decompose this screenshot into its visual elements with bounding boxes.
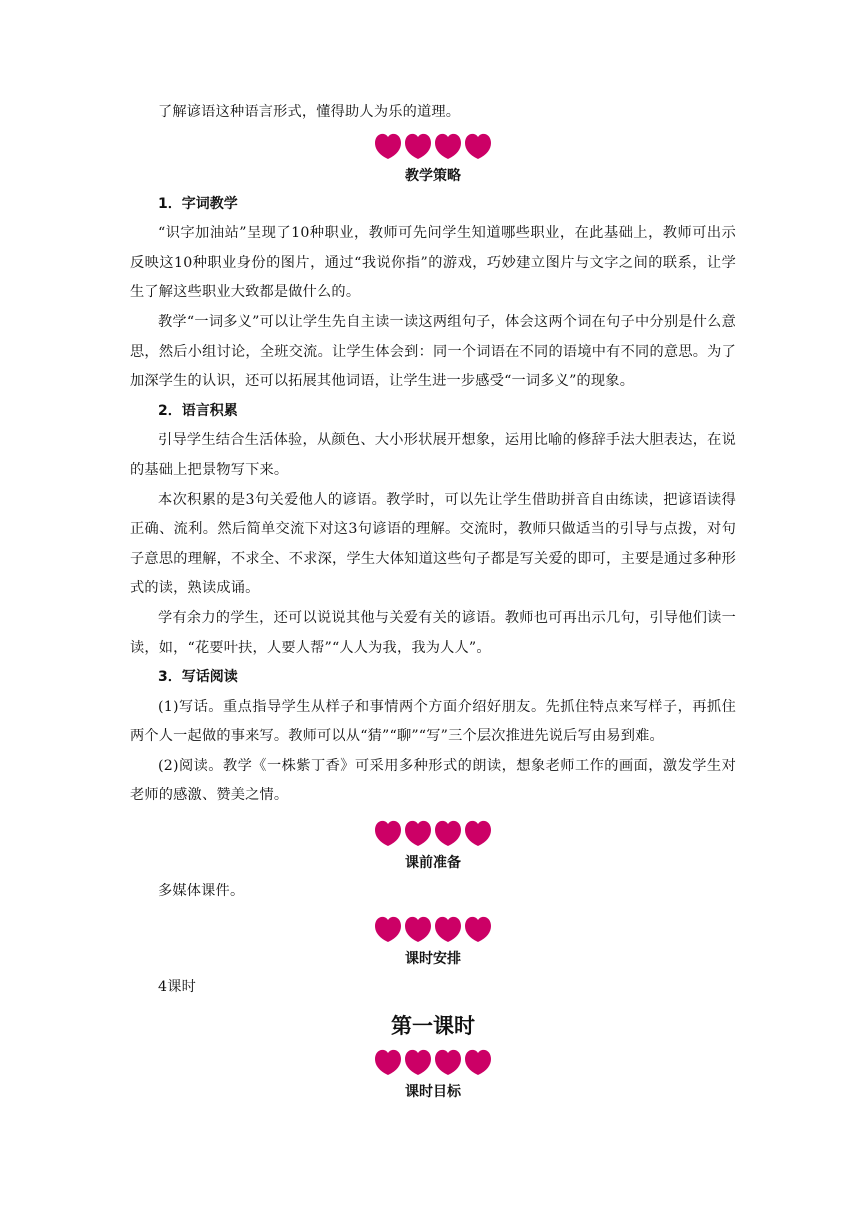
flower-ornament xyxy=(130,915,736,945)
flower-icon xyxy=(434,819,462,847)
flower-icon xyxy=(464,915,492,943)
paragraph: “识字加油站”呈现了10种职业，教师可先问学生知道哪些职业，在此基础上，教师可出示反映这10种职业身份的图片，通过“我说你指”的游戏，巧妙建立图片与文字之间的联系，让学生了解这些职业大致都是做什么的。 xyxy=(130,225,736,301)
flower-icon xyxy=(434,915,462,943)
flower-icon xyxy=(374,1048,402,1076)
paragraph: 引导学生结合生活体验，从颜色、大小形状展开想象，运用比喻的修辞手法大胆表达，在说的基础上把景物写下来。 xyxy=(130,432,736,478)
page-content xyxy=(130,98,736,1106)
subheading-writing-reading: 3．写话阅读 xyxy=(158,669,238,686)
intro-paragraph: 了解谚语这种语言形式，懂得助人为乐的道理。 xyxy=(158,104,461,120)
flower-icon xyxy=(374,819,402,847)
flower-ornament xyxy=(130,819,736,849)
flower-icon xyxy=(374,132,402,160)
section-title-strategy: 教学策略 xyxy=(405,167,461,184)
flower-ornament xyxy=(130,1048,736,1078)
flower-icon xyxy=(404,915,432,943)
paragraph: 教学“一词多义”可以让学生先自主读一读这两组句子，体会这两个词在句子中分别是什么意思，然后小组讨论，全班交流。让学生体会到：同一个词语在不同的语境中有不同的意思。为了加深学生的认识，还可以拓展其他词语，让学生进一步感受“一词多义”的现象。 xyxy=(130,313,736,390)
paragraph: 学有余力的学生，还可以说说其他与关爱有关的谚语。教师也可再出示几句，引导他们读一读，如，“花要叶扶，人要人帮”“人人为我，我为人人”。 xyxy=(130,609,736,656)
section-banner-schedule xyxy=(130,915,736,973)
paragraph: 本次积累的是3句关爱他人的谚语。教学时，可以先让学生借助拼音自由练读，把谚语读得正确、流利。然后简单交流下对这3句谚语的理解。交流时，教师只做适当的引导与点拨，对句子意思的理解，不求全、不求深，学生大体知道这些句子都是写关爱的即可，主要是通过多种形式的读，熟读成诵。 xyxy=(130,491,736,597)
flower-icon xyxy=(374,915,402,943)
flower-icon xyxy=(464,132,492,160)
paragraph: (1)写话。重点指导学生从样子和事情两个方面介绍好朋友。先抓住特点来写样子，再抓住两个人一起做的事来写。教师可以从“猜”“聊”“写”三个层次推进先说后写由易到难。 xyxy=(130,698,736,745)
flower-icon xyxy=(434,132,462,160)
flower-icon xyxy=(404,1048,432,1076)
section-banner-prep xyxy=(130,819,736,877)
paragraph: (2)阅读。教学《一株紫丁香》可采用多种形式的朗读，想象老师工作的画面，激发学生对老师的感激、赞美之情。 xyxy=(130,757,736,804)
section-title-objectives: 课时目标 xyxy=(405,1084,461,1101)
section-banner-objectives xyxy=(130,1048,736,1106)
flower-icon xyxy=(464,1048,492,1076)
section-banner-strategy xyxy=(130,132,736,190)
flower-icon xyxy=(404,819,432,847)
prep-text: 多媒体课件。 xyxy=(158,883,245,900)
section-title-prep: 课前准备 xyxy=(405,855,461,872)
schedule-text: 4课时 xyxy=(158,978,197,995)
subheading-language: 2．语言积累 xyxy=(158,402,238,419)
flower-icon xyxy=(404,132,432,160)
lesson-title: 第一课时 xyxy=(391,1014,475,1039)
subheading-vocabulary: 1．字词教学 xyxy=(158,195,238,212)
flower-ornament xyxy=(130,132,736,162)
section-title-schedule: 课时安排 xyxy=(405,950,461,967)
flower-icon xyxy=(464,819,492,847)
flower-icon xyxy=(434,1048,462,1076)
